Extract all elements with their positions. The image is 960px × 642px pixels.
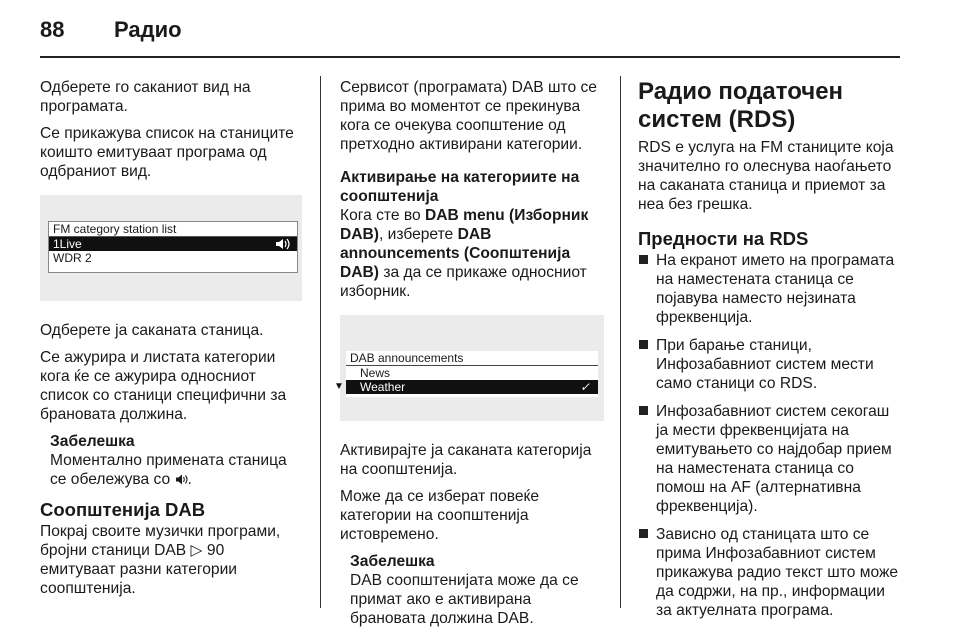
bullet-icon <box>639 529 648 538</box>
note <box>50 432 302 489</box>
column-divider <box>620 76 621 608</box>
column-3 <box>638 78 904 629</box>
screenshot-dab-announcements <box>334 315 604 421</box>
section-heading: Соопштенија DAB <box>40 499 206 520</box>
paragraph-text: Кога сте во <box>340 207 421 224</box>
paragraph-text: , изберете <box>378 226 454 243</box>
column-2 <box>334 78 604 636</box>
page-ref: 90 <box>206 542 225 559</box>
list-item-label: 1Live <box>53 237 82 251</box>
bullet-icon <box>639 255 648 264</box>
list-item-text: При барање станици, Инфозабавниот систем мести само станици со RDS. <box>656 337 874 392</box>
scroll-arrow-icon: ▼ <box>334 381 344 392</box>
check-icon: ✓ <box>579 380 590 394</box>
paragraph-text: за да се прикаже односниот изборник. <box>340 264 587 300</box>
section-heading: Предности на RDS <box>638 228 809 249</box>
paragraph <box>340 206 604 301</box>
list-item-text: На екранот името на програмата на наместената станица се појавува наместо нејзината фреквенција. <box>656 252 895 326</box>
note <box>350 552 604 628</box>
list-item <box>638 336 904 393</box>
section-title: Радио податочен систем (RDS) <box>638 78 844 133</box>
screen-title: DAB announcements <box>346 351 598 366</box>
paragraph: Сервисот (програмата) DAB што се прима во моментот се прекинува кога се очекува соопштение од претходно активирани категории. <box>340 79 597 153</box>
paragraph-text: Покрај своите музички програми, бројни станици DAB <box>40 523 281 559</box>
display-screen <box>48 221 298 273</box>
speaker-icon <box>175 471 188 488</box>
menu-item-name: DAB announcements (Соопштенија DAB) <box>340 226 571 281</box>
page-number: 88 <box>40 17 65 42</box>
bullet-list <box>638 251 904 620</box>
subheading: Активирање на категориите на соопштенија <box>340 169 580 205</box>
screen-title: FM category station list <box>49 222 297 237</box>
note-heading: Забелешка <box>50 433 135 450</box>
list-item-text: Инфозабавниот систем секогаш ја мести фреквенцијата на емитувањето со најдобар прием на наместената станица со помош на AF (алтернативна фреквенција). <box>656 403 892 515</box>
paragraph: Одберете го саканиот вид на програмата. <box>40 79 251 115</box>
menu-name: DAB menu (Изборник DAB) <box>340 207 589 243</box>
list-item-text: Зависно од станицата што се прима Инфозабавниот систем прикажува радио текст што може да содржи, на пр., информации за актуелната програма. <box>656 526 899 619</box>
list-item: News <box>360 366 391 380</box>
paragraph: Одберете ја саканата станица. <box>40 322 264 339</box>
paragraph-text: емитуваат разни категории соопштенија. <box>40 561 238 597</box>
speaker-icon <box>275 238 291 253</box>
list-item <box>638 525 904 620</box>
page-ref-icon: ▷ <box>190 542 203 559</box>
note-end: . <box>187 471 192 488</box>
page-title: Радио <box>114 17 182 42</box>
list-item-selected <box>49 237 297 251</box>
header-rule <box>40 56 900 58</box>
paragraph: Активирајте ја саканата категорија на соопштенија. <box>340 442 592 478</box>
list-item <box>638 402 904 516</box>
paragraph: Се ажурира и листата категории кога ќе се ажурира односниот список со станици специфични за брановата должина. <box>40 349 287 423</box>
note-heading: Забелешка <box>350 553 435 570</box>
screenshot-fm-category <box>40 195 302 301</box>
list-item: WDR 2 <box>53 251 92 265</box>
display-screen <box>334 351 598 397</box>
bullet-icon <box>639 340 648 349</box>
paragraph: RDS е услуга на FM станиците која значително го олеснува наоѓањето на саканата станица и приемот за неа без грешка. <box>638 139 894 213</box>
note-text: Моментално примената станица се обележува со <box>50 452 287 488</box>
column-divider <box>320 76 321 608</box>
bullet-icon <box>639 406 648 415</box>
note-text: DAB соопштенијата може да се примат ако е активирана брановата должина DAB. <box>350 572 579 627</box>
paragraph: Се прикажува список на станиците коишто емитуваат програма од одбраниот вид. <box>40 125 294 180</box>
page-header <box>0 0 960 62</box>
paragraph: Може да се изберат повеќе категории на соопштенија истовремено. <box>340 488 539 543</box>
list-item <box>638 251 904 327</box>
list-item-label: Weather <box>360 380 406 394</box>
paragraph <box>40 522 302 598</box>
list-item-selected <box>334 380 598 394</box>
column-1 <box>40 78 302 606</box>
